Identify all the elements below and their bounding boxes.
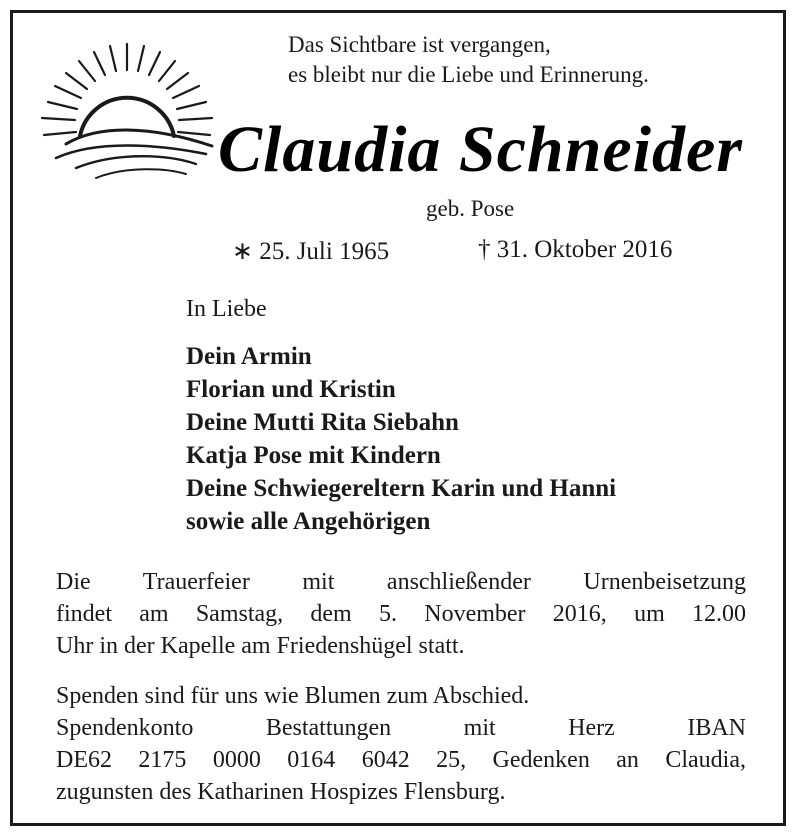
ceremony-line: Uhr in der Kapelle am Friedenshügel statt.	[56, 633, 465, 659]
donation-line: Spendenkonto Bestattungen mit Herz IBAN	[56, 715, 746, 741]
memorial-quote	[288, 30, 768, 90]
mourner-entry: Florian und Kristin	[186, 376, 396, 403]
mourners-list	[186, 340, 616, 538]
rising-sun-icon	[36, 40, 218, 190]
donation-line: Spenden sind für uns wie Blumen zum Abschied.	[56, 683, 530, 709]
quote-line: Das Sichtbare ist vergangen,	[288, 32, 551, 57]
mourners-intro: In Liebe	[186, 296, 267, 322]
birth-date: ∗ 25. Juli 1965	[232, 238, 390, 265]
mourner-entry: Dein Armin	[186, 343, 312, 370]
deceased-name: Claudia Schneider	[218, 113, 743, 186]
donation-line: DE62 2175 0000 0164 6042 25, Gedenken an Claudia,	[56, 747, 746, 773]
mourner-entry: Deine Mutti Rita Siebahn	[186, 409, 459, 436]
ceremony-line: findet am Samstag, dem 5. November 2016, um 12.00	[56, 601, 746, 627]
ceremony-paragraph	[56, 566, 746, 662]
mourner-entry: Deine Schwiegereltern Karin und Hanni	[186, 475, 617, 502]
donation-line: zugunsten des Katharinen Hospizes Flensburg.	[56, 779, 506, 805]
mourner-entry: sowie alle Angehörigen	[186, 508, 431, 535]
death-date: † 31. Oktober 2016	[478, 236, 673, 263]
ceremony-line: Die Trauerfeier mit anschließender Urnenbeisetzung	[56, 569, 746, 595]
mourner-entry: Katja Pose mit Kindern	[186, 442, 441, 469]
maiden-name: geb. Pose	[426, 196, 515, 221]
quote-line: es bleibt nur die Liebe und Erinnerung.	[288, 62, 649, 87]
donation-paragraph	[56, 680, 746, 808]
